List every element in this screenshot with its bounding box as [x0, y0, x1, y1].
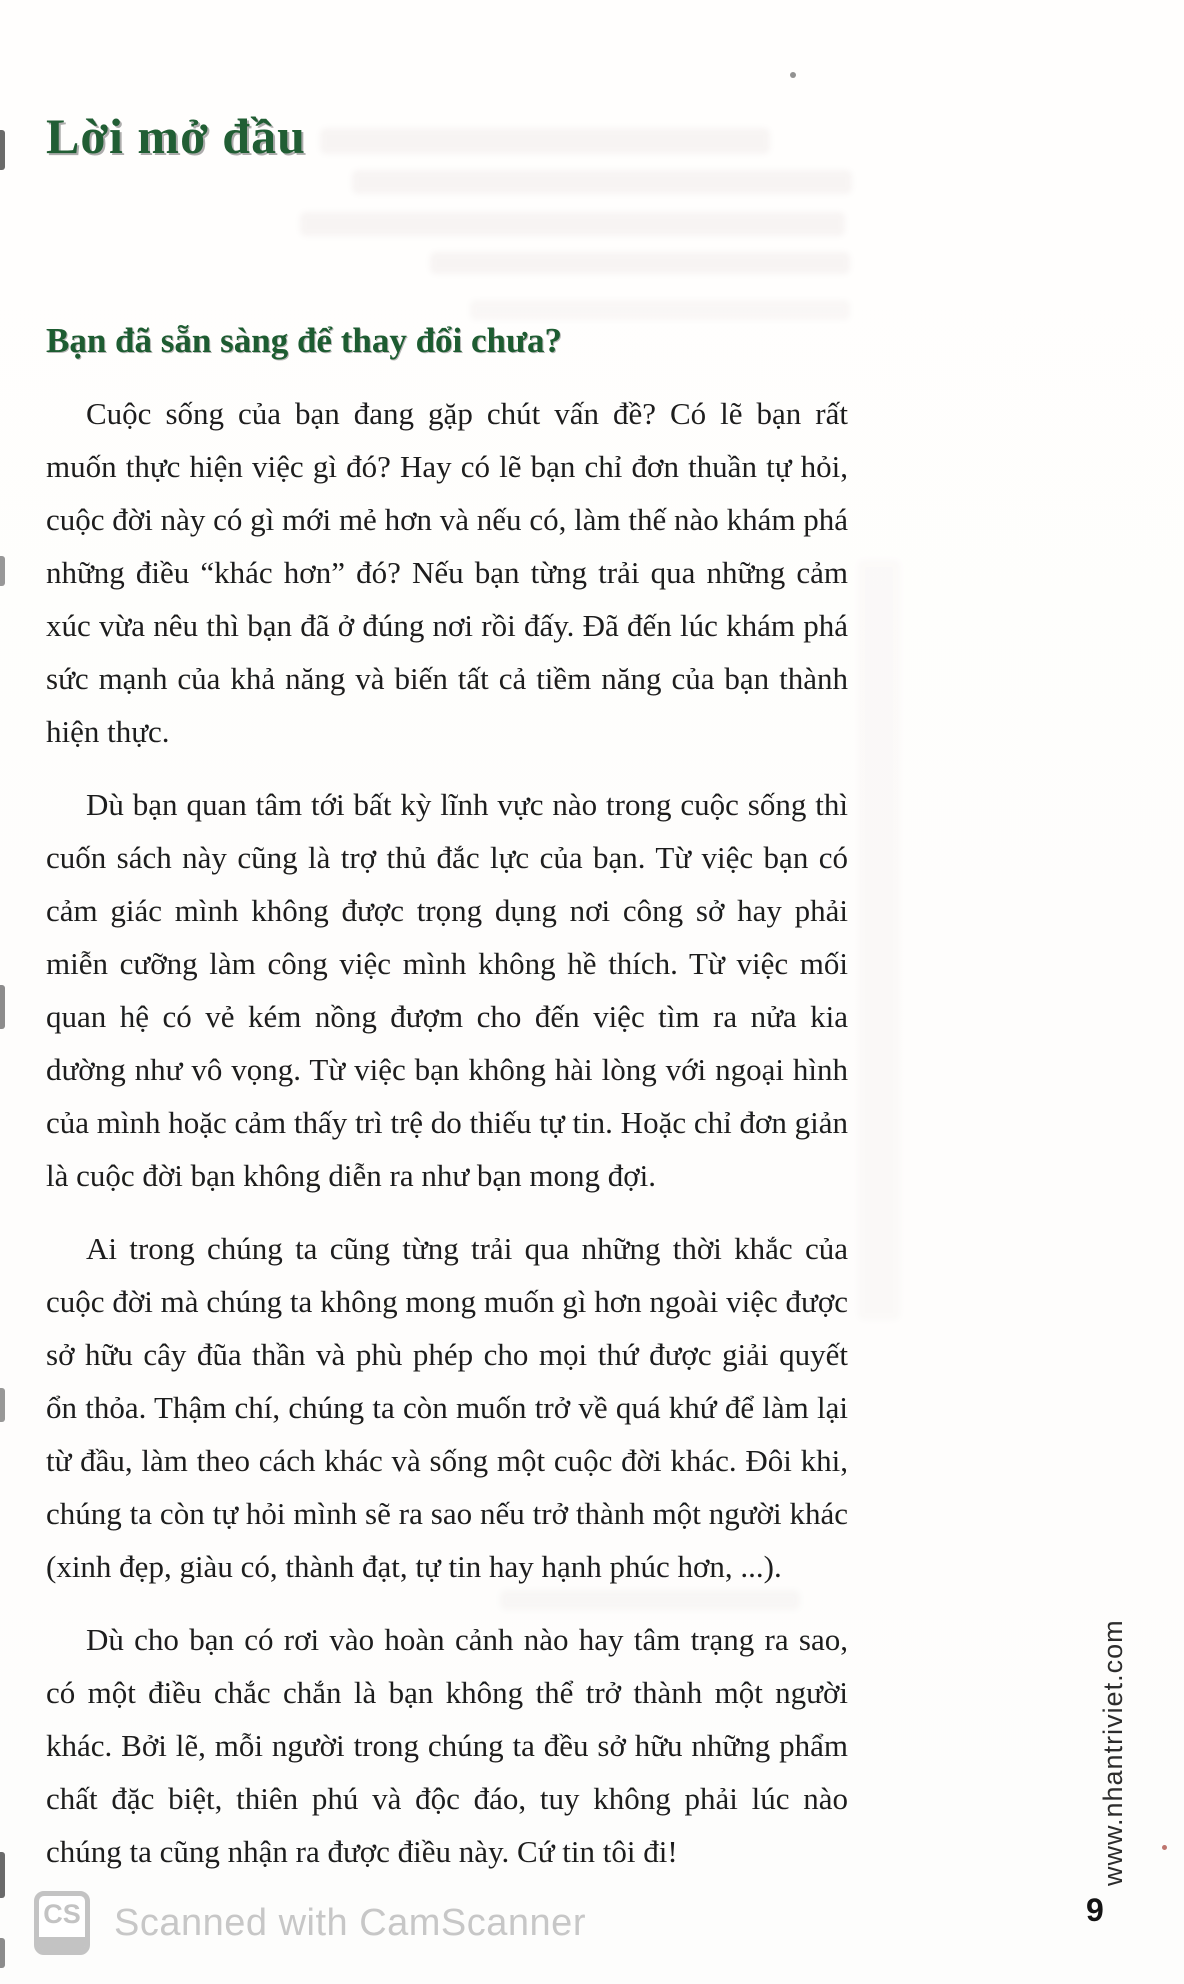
- camscanner-logo-base: [39, 1937, 85, 1950]
- page-title: Lời mở đầu: [46, 108, 306, 164]
- camscanner-logo-letters: CS: [43, 1899, 81, 1929]
- scan-edge-artifact: [0, 985, 5, 1029]
- publisher-website-vertical-text: www.nhantriviet.com: [1098, 1619, 1128, 1886]
- page-content: [46, 104, 848, 1878]
- scan-edge-artifact: [0, 1938, 5, 1968]
- body-paragraph-2: Dù bạn quan tâm tới bất kỳ lĩnh vực nào trong cuộc sống thì cuốn sách này cũng là trợ thủ đắc lực của bạn. Từ việc bạn có cảm giác mình không được trọng dụng nơi công sở hay phải miễn cưỡng làm công việc mình không hề thích. Từ việc mối quan hệ có vẻ kém nồng đượm cho đến việc tìm ra nửa kia dường như vô vọng. Từ việc bạn không hài lòng với ngoại hình của mình hoặc cảm thấy trì trệ do thiếu tự tin. Hoặc chỉ đơn giản là cuộc đời bạn không diễn ra như bạn mong đợi.: [46, 786, 848, 1193]
- body-paragraph-3: Ai trong chúng ta cũng từng trải qua những thời khắc của cuộc đời mà chúng ta không mong muốn gì hơn ngoài việc được sở hữu cây đũa thần và phù phép cho mọi thứ được giải quyết ổn thỏa. Thậm chí, chúng ta còn muốn trở về quá khứ để làm lại từ đầu, làm theo cách khác và sống một cuộc đời khác. Đôi khi, chúng ta còn tự hỏi mình sẽ ra sao nếu trở thành một người khác (xinh đẹp, giàu có, thành đạt, tự tin hay hạnh phúc hơn, ...).: [46, 1230, 848, 1584]
- dust-speck-artifact: [790, 72, 796, 78]
- body-paragraph-1: Cuộc sống của bạn đang gặp chút vấn đề? Có lẽ bạn rất muốn thực hiện việc gì đó? Hay có lẽ bạn chỉ đơn thuần tự hỏi, cuộc đời này có gì mới mẻ hơn và nếu có, làm thế nào khám phá những điều “khác hơn” đó? Nếu bạn từng trải qua những cảm xúc vừa nêu thì bạn đã ở đúng nơi rồi đấy. Đã đến lúc khám phá sức mạnh của khả năng và biến tất cả tiềm năng của bạn thành hiện thực.: [46, 395, 848, 749]
- section-heading: Bạn đã sẵn sàng để thay đổi chưa?: [46, 321, 563, 360]
- bleed-through-artifact: [858, 560, 900, 1320]
- camscanner-watermark: [34, 1891, 586, 1955]
- scan-edge-artifact: [0, 556, 5, 586]
- camscanner-logo-icon: [34, 1891, 90, 1955]
- page-number: 9: [1086, 1892, 1104, 1928]
- body-paragraph-4: Dù cho bạn có rơi vào hoàn cảnh nào hay tâm trạng ra sao, có một điều chắc chắn là bạn không thể trở thành một người khác. Bởi lẽ, mỗi người trong chúng ta đều sở hữu những phẩm chất đặc biệt, thiên phú và độc đáo, tuy không phải lúc nào chúng ta cũng nhận ra được điều này. Cứ tin tôi đi!: [46, 1621, 848, 1869]
- scan-edge-artifact: [0, 130, 5, 170]
- dust-speck-artifact: [1162, 1845, 1167, 1850]
- camscanner-watermark-label: Scanned with CamScanner: [114, 1901, 586, 1944]
- scan-edge-artifact: [0, 1388, 5, 1422]
- scan-edge-artifact: [0, 1852, 5, 1898]
